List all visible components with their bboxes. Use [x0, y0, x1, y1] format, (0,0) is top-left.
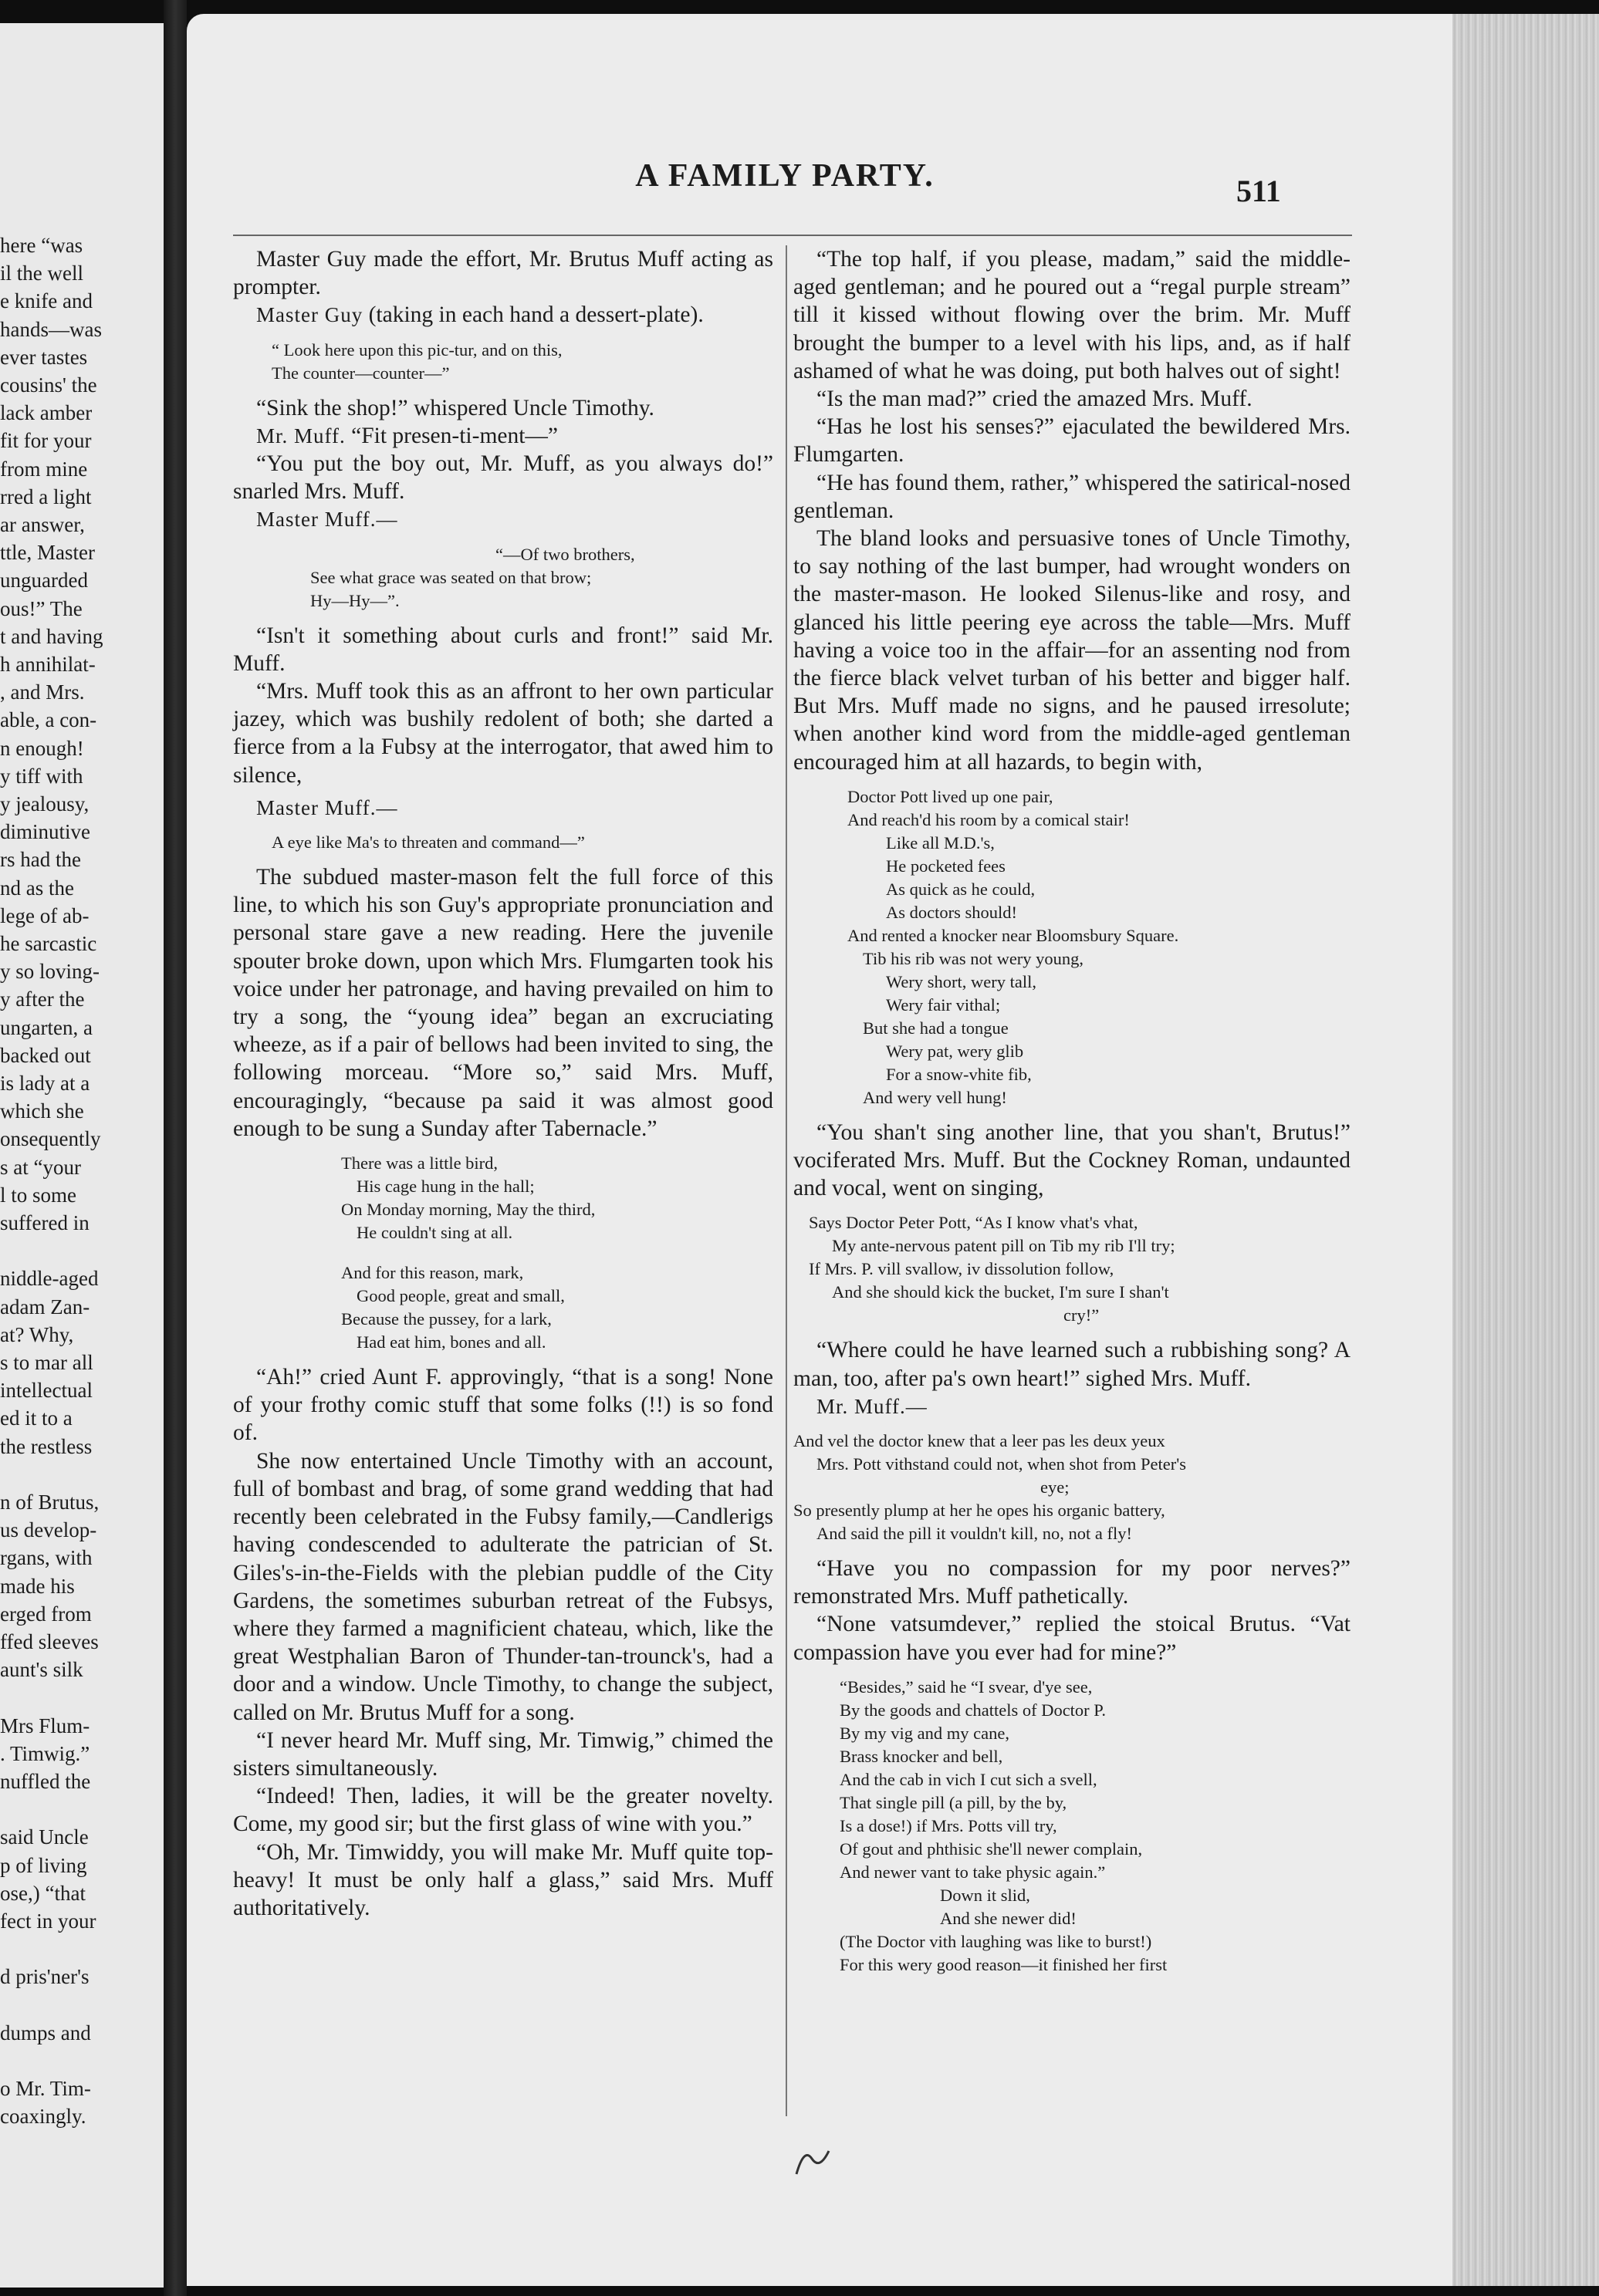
facing-page-line: made his: [0, 1574, 75, 1598]
verse-line: For a snow-vhite fib,: [886, 1064, 1032, 1084]
verse-line: Good people, great and small,: [357, 1286, 565, 1306]
verse-block: [847, 785, 1351, 1109]
facing-page-line: s to mar all: [0, 1351, 93, 1374]
verse-line: The counter—counter—”: [272, 363, 450, 383]
facing-page-line: us develop-: [0, 1518, 97, 1542]
right-column: [793, 245, 1351, 1986]
verse-line: Is a dose!) if Mrs. Potts vill try,: [840, 1815, 1057, 1835]
verse-line: Down it slid,: [940, 1885, 1030, 1905]
facing-page-line: which she: [0, 1099, 84, 1123]
facing-page-line: erged from: [0, 1602, 92, 1626]
facing-page-line: coaxingly.: [0, 2105, 86, 2129]
verse-line: As quick as he could,: [886, 879, 1036, 899]
facing-page-line: unguarded: [0, 569, 88, 593]
facing-page-line: nd as the: [0, 876, 74, 900]
facing-page-line: ed it to a: [0, 1406, 73, 1430]
verse-block: [809, 1211, 1351, 1327]
paragraph: “Has he lost his senses?” ejaculated the bewildered Mrs. Flumgarten.: [793, 414, 1351, 468]
verse-line: And reach'd his room by a comical stair!: [847, 809, 1130, 829]
verse-line: Tib his rib was not wery young,: [863, 948, 1084, 968]
verse-block: [840, 1676, 1351, 1977]
facing-page-line: t and having: [0, 624, 103, 648]
speaker-label: Mr. Muff.—: [816, 1394, 928, 1418]
verse-line: Of gout and phthisic she'll newer complain,: [840, 1838, 1143, 1859]
facing-page-line: n enough!: [0, 736, 84, 760]
facing-page-line: dumps and: [0, 2021, 91, 2044]
verse-line: If Mrs. P. vill svallow, iv dissolution follow,: [809, 1259, 1114, 1279]
verse-line: [341, 1244, 773, 1261]
facing-page-line: rgans, with: [0, 1546, 93, 1570]
facing-page-line: fect in your: [0, 1909, 96, 1933]
facing-page-line: cousins' the: [0, 373, 97, 397]
verse-line: He couldn't sing at all.: [357, 1223, 513, 1243]
paragraph: “Ah!” cried Aunt F. approvingly, “that is a song! None of your frothy comic stuff that some folks (!!) is so fond of.: [233, 1365, 773, 1446]
verse-line: And for this reason, mark,: [341, 1263, 524, 1283]
verse-line: His cage hung in the hall;: [357, 1177, 535, 1197]
facing-page-line: niddle-aged: [0, 1267, 99, 1291]
verse-line: By my vig and my cane,: [840, 1723, 1009, 1743]
speaker-label: Master Muff.—: [256, 508, 398, 532]
pen-mark: [789, 2143, 835, 2182]
facing-page-line: n of Brutus,: [0, 1491, 100, 1514]
verse-line: And wery vell hung!: [863, 1087, 1007, 1107]
facing-page-line: ttle, Master: [0, 541, 95, 565]
verse-block: [793, 1430, 1351, 1545]
verse-line: cry!”: [1063, 1305, 1100, 1325]
facing-page-line: lack amber: [0, 401, 93, 425]
verse-line: And she should kick the bucket, I'm sure I shan't: [832, 1282, 1169, 1302]
verse-line: Wery short, wery tall,: [886, 971, 1037, 991]
verse-line: He pocketed fees: [886, 856, 1006, 876]
facing-page-line: intellectual: [0, 1379, 93, 1403]
facing-page-line: , and Mrs.: [0, 680, 85, 704]
paragraph: “You put the boy out, Mr. Muff, as you always do!” snarled Mrs. Muff.: [233, 451, 773, 505]
facing-page-line: s at “your: [0, 1155, 81, 1179]
verse-line: See what grace was seated on that brow;: [310, 567, 592, 587]
verse-line: By the goods and chattels of Doctor P.: [840, 1700, 1106, 1720]
paragraph: Master Guy made the effort, Mr. Brutus Muff acting as prompter.: [233, 247, 773, 300]
verse-line: Says Doctor Peter Pott, “As I know vhat's vhat,: [809, 1213, 1138, 1233]
left-column: [233, 245, 773, 1922]
facing-page-line: at? Why,: [0, 1322, 74, 1346]
facing-page-line: . Timwig.”: [0, 1741, 90, 1765]
paragraph: She now entertained Uncle Timothy with an account, full of bombast and brag, of some grand wedding that had recently been celebrated in the Fubsy family,—Candlerigs having condescended to adulterate the patrician of St. Giles's-in-the-Fields with the plebian puddle of the City Gardens, the sometimes suburban retreat of the Fubsys, where they farmed a magnificient chateau, which, like the great Westphalian Baron of Thunder-tan-trounck's, had a door and a window. Uncle Timothy, to change the subject, called on Mr. Brutus Muff for a song.: [233, 1448, 773, 1725]
verse-block: [341, 1152, 773, 1354]
verse-line: Mrs. Pott vithstand could not, when shot from Peter's: [816, 1454, 1187, 1474]
paragraph: “Mrs. Muff took this as an affront to her own particular jazey, which was bushily redolent of both; she darted a fierce from a la Fubsy at the interrogator, that awed him to silence,: [233, 679, 773, 788]
facing-page-line: d pris'ner's: [0, 1965, 90, 1989]
page-number: 511: [1236, 174, 1281, 208]
facing-page-line: e knife and: [0, 289, 93, 313]
facing-page-line: ungarten, a: [0, 1015, 93, 1039]
paragraph: “The top half, if you please, madam,” said the middle-aged gentleman; and he poured out a “regal purple stream” till it kissed without flowing over the brim. Mr. Muff brought the bumper to a level with his lips, and, as if half ashamed of what he was doing, put both halves out of sight!: [793, 247, 1351, 383]
facing-page-line: ous!” The: [0, 596, 83, 620]
facing-page-line: o Mr. Tim-: [0, 2077, 91, 2101]
verse-line: “—Of two brothers,: [495, 544, 635, 564]
verse-line: And the cab in vich I cut sich a svell,: [840, 1769, 1097, 1789]
facing-page-line: adam Zan-: [0, 1295, 90, 1319]
page-edge: [1452, 14, 1599, 2286]
facing-page-line: is lady at a: [0, 1072, 90, 1095]
facing-page-line: onsequently: [0, 1127, 101, 1151]
facing-page-line: y tiff with: [0, 764, 83, 788]
facing-page-line: he sarcastic: [0, 932, 97, 955]
verse-line: There was a little bird,: [341, 1153, 499, 1173]
paragraph: The bland looks and persuasive tones of Uncle Timothy, to say nothing of the last bumper, had wrought wonders on the master-mason. He looked Silenus-like and rosy, and glanced his little peering eye across the table—Mrs. Muff having a voice too in the affair—for an assenting nod from the fierce black velvet turban of his better and bigger half. But Mrs. Muff made no signs, and he paused irresolute; when another kind word from the middle-aged gentleman encouraged him at all hazards, to begin with,: [793, 526, 1351, 775]
verse-line: And vel the doctor knew that a leer pas les deux yeux: [793, 1431, 1165, 1451]
paragraph: “You shan't sing another line, that you shan't, Brutus!” vociferated Mrs. Muff. But the Cockney Roman, undaunted and vocal, went on singing,: [793, 1119, 1351, 1201]
verse-line: Because the pussey, for a lark,: [341, 1309, 552, 1329]
verse-line: And she newer did!: [940, 1908, 1077, 1928]
paragraph-text: (taking in each hand a dessert-plate).: [363, 302, 704, 328]
column-divider: [786, 245, 787, 2116]
verse-line: As doctors should!: [886, 902, 1017, 922]
book-page: [187, 14, 1599, 2286]
facing-page-line: p of living: [0, 1853, 87, 1877]
header-rule: [233, 235, 1352, 236]
facing-page-line: nuffled the: [0, 1770, 91, 1793]
speaker-label: Master Guy: [256, 303, 363, 327]
facing-page-line: h annihilat-: [0, 653, 96, 676]
verse-line: “ Look here upon this pic-tur, and on this,: [272, 339, 563, 360]
verse-line: Hy—Hy—”.: [310, 590, 400, 610]
verse-line: Wery pat, wery glib: [886, 1041, 1024, 1061]
facing-page-line: said Uncle: [0, 1825, 89, 1849]
paragraph: “Indeed! Then, ladies, it will be the greater novelty. Come, my good sir; but the first glass of wine with you.”: [233, 1784, 773, 1837]
verse-block: [272, 831, 773, 854]
paragraph: “Oh, Mr. Timwiddy, you will make Mr. Muff quite top-heavy! It must be only half a glass,” said Mrs. Muff authoritatively.: [233, 1839, 773, 1920]
verse-line: So presently plump at her he opes his organic battery,: [793, 1501, 1165, 1521]
facing-page-line: y after the: [0, 988, 85, 1011]
facing-page-line: y so loving-: [0, 960, 100, 984]
verse-line: And newer vant to take physic again.”: [840, 1862, 1106, 1882]
verse-line: On Monday morning, May the third,: [341, 1200, 596, 1220]
verse-block: [310, 543, 773, 613]
paragraph: The subdued master-mason felt the full force of this line, to which his son Guy's appropriate pronunciation and personal stare gave a new reading. Here the juvenile spouter broke down, upon which Mrs. Flumgarten took his voice under her patronage, and having prevailed on him to try a song, the “young idea” began an excruciating wheeze, as if a pair of bellows had been invited to sing, the following morceau. “More so,” said Mrs. Muff, encouragingly, “because pa said it was almost good enough to be sung a Sunday after Tabernacle.”: [233, 865, 773, 1141]
verse-line: That single pill (a pill, by the by,: [840, 1792, 1067, 1812]
facing-page-line: lege of ab-: [0, 903, 90, 927]
verse-line: And said the pill it vouldn't kill, no, not a fly!: [816, 1524, 1133, 1544]
facing-page-line: ever tastes: [0, 345, 88, 369]
facing-page-line: suffered in: [0, 1211, 90, 1234]
verse-line: And rented a knocker near Bloomsbury Square.: [847, 925, 1179, 945]
facing-page-line: il the well: [0, 262, 83, 285]
paragraph: “Isn't it something about curls and front!” said Mr. Muff.: [233, 623, 773, 676]
paragraph: [233, 301, 773, 329]
paragraph: “Sink the shop!” whispered Uncle Timothy.: [256, 395, 654, 420]
facing-page-line: y jealousy,: [0, 792, 90, 815]
paragraph: “I never heard Mr. Muff sing, Mr. Timwig,” chimed the sisters simultaneously.: [233, 1727, 773, 1781]
paragraph: [233, 422, 773, 450]
paragraph: “Where could he have learned such a rubbishing song? A man, too, after pa's own heart!” sighed Mrs. Muff.: [793, 1338, 1351, 1391]
facing-page-fragment: [0, 23, 164, 2288]
verse-line: For this wery good reason—it finished her first: [840, 1954, 1168, 1974]
verse-line: But she had a tongue: [863, 1018, 1009, 1038]
verse-line: Doctor Pott lived up one pair,: [847, 786, 1053, 806]
facing-page-line: here “was: [0, 234, 83, 257]
verse-block: [272, 339, 773, 385]
verse-line: Brass knocker and bell,: [840, 1746, 1003, 1766]
verse-line: Like all M.D.'s,: [886, 832, 995, 853]
facing-page-line: fit for your: [0, 429, 92, 453]
facing-page-line: able, a con-: [0, 708, 97, 732]
verse-line: A eye like Ma's to threaten and command—”: [272, 832, 585, 853]
facing-page-line: Mrs Flum-: [0, 1714, 90, 1737]
facing-page-line: backed out: [0, 1043, 91, 1067]
facing-page-line: ffed sleeves: [0, 1630, 99, 1653]
speaker-label: Mr. Muff.: [256, 424, 346, 447]
verse-line: Had eat him, bones and all.: [357, 1332, 546, 1352]
facing-page-line: the restless: [0, 1434, 93, 1458]
facing-page-line: hands—was: [0, 317, 102, 341]
speaker-label: Master Muff.—: [256, 795, 398, 819]
verse-line: My ante-nervous patent pill on Tib my rib I'll try;: [832, 1236, 1175, 1256]
facing-page-line: rs had the: [0, 848, 81, 872]
facing-page-line: rred a light: [0, 485, 92, 508]
verse-line: Wery fair vithal;: [886, 994, 1001, 1015]
running-head: A FAMILY PARTY.: [635, 158, 935, 194]
paragraph: “He has found them, rather,” whispered the satirical-nosed gentleman.: [793, 470, 1351, 523]
facing-page-line: from mine: [0, 457, 88, 481]
facing-page-line: aunt's silk: [0, 1658, 83, 1682]
paragraph-text: “Fit presen-ti-ment—”: [345, 423, 559, 448]
facing-page-line: diminutive: [0, 820, 90, 844]
book-gutter: [164, 0, 187, 2296]
facing-page-line: ose,) “that: [0, 1881, 86, 1905]
verse-line: “Besides,” said he “I svear, d'ye see,: [840, 1676, 1093, 1697]
paragraph: “None vatsumdever,” replied the stoical Brutus. “Vat compassion have you ever had for mine?”: [793, 1612, 1351, 1665]
paragraph: “Is the man mad?” cried the amazed Mrs. Muff.: [816, 387, 1252, 412]
facing-page-line: l to some: [0, 1183, 76, 1207]
paragraph: “Have you no compassion for my poor nerves?” remonstrated Mrs. Muff pathetically.: [793, 1556, 1351, 1609]
verse-line: eye;: [1040, 1477, 1070, 1497]
facing-page-line: ar answer,: [0, 513, 85, 536]
verse-line: (The Doctor vith laughing was like to burst!): [840, 1931, 1152, 1951]
